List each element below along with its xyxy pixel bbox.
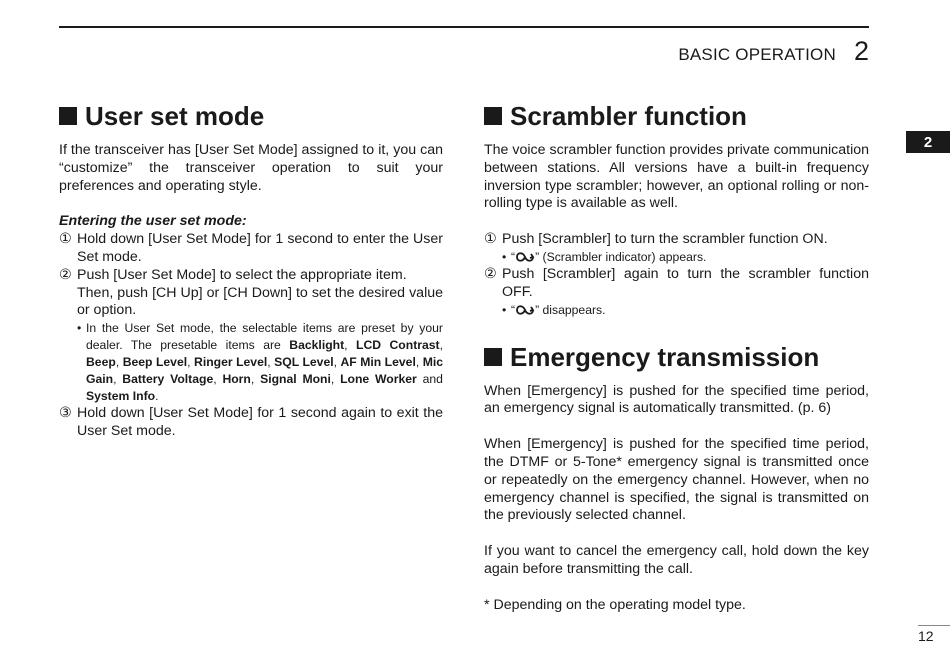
step-2 — [59, 267, 443, 285]
item-beep-level: Beep Level — [122, 355, 188, 370]
step-text: Push [Scrambler] to turn the scrambler function ON. — [502, 231, 828, 248]
period: . — [155, 389, 159, 404]
separator: , — [213, 372, 223, 387]
scrambler-note-2-label: ” disappears. — [535, 302, 606, 317]
and-word: and — [416, 372, 443, 387]
right-column — [484, 100, 869, 615]
emergency-footnote: * Depending on the operating model type. — [484, 596, 746, 613]
chapter-tab: 2 — [906, 131, 950, 153]
separator: , — [187, 355, 195, 370]
section-number: 2 — [853, 36, 869, 66]
step-text: Push [User Set Mode] to select the appropriate item. — [77, 266, 407, 283]
item-lone-worker: Lone Worker — [340, 372, 417, 387]
bullet: • — [502, 249, 507, 264]
separator: , — [333, 355, 341, 370]
user-set-mode-intro: If the transceiver has [User Set Mode] assigned to it, you can “customize” the transceiver operation to suit your preferences and operating style. — [59, 142, 443, 194]
item-ringer-level: Ringer Level — [194, 355, 268, 370]
emergency-paragraph-1: When [Emergency] is pushed for the specified time period, an emergency signal is automatically transmitted. (p. 6) — [484, 382, 869, 417]
quote-open: “ — [511, 249, 516, 264]
scrambler-intro: The voice scrambler function provides private communication between stations. All versions have a built-in frequency inversion type scrambler; however, an optional rolling or non-rolling type is available as well. — [484, 142, 869, 212]
scrambler-title: Scrambler function — [510, 101, 747, 131]
item-system-info: System Info — [86, 389, 156, 404]
step-1 — [59, 231, 443, 267]
separator: , — [250, 372, 261, 387]
item-horn: Horn — [222, 372, 251, 387]
page-number: 12 — [918, 628, 934, 644]
separator: , — [267, 355, 275, 370]
heading-square-icon — [59, 107, 77, 125]
user-set-mode-subheading: Entering the user set mode: — [59, 213, 247, 230]
scrambler-heading — [484, 100, 869, 132]
emergency-heading — [484, 341, 869, 373]
step-text: Push [Scrambler] again to turn the scrambler function OFF. — [502, 265, 869, 300]
scrambler-note-1-text — [511, 249, 869, 266]
page-header — [678, 36, 869, 67]
heading-square-icon — [484, 107, 502, 125]
left-column — [59, 100, 443, 441]
separator: , — [113, 372, 123, 387]
heading-square-icon — [484, 348, 502, 366]
scrambler-note-1-label: ” (Scrambler indicator) appears. — [535, 249, 707, 264]
separator: , — [344, 338, 356, 353]
user-set-mode-heading — [59, 100, 443, 132]
emergency-paragraph-3: If you want to cancel the emergency call, hold down the key again before transmitting the call. — [484, 543, 869, 577]
scrambler-indicator-icon — [515, 304, 535, 316]
step-number: ① — [484, 231, 497, 248]
step-text: Hold down [User Set Mode] for 1 second to enter the User Set mode. — [77, 231, 443, 265]
separator: , — [330, 372, 341, 387]
scrambler-note-1 — [484, 249, 869, 266]
step-2-continuation: Then, push [CH Up] or [CH Down] to set the desired value or option. — [77, 284, 443, 319]
quote-open: “ — [511, 302, 516, 317]
item-beep: Beep — [86, 355, 116, 370]
scrambler-step-2 — [484, 266, 869, 302]
item-sql-level: SQL Level — [274, 355, 334, 370]
item-af-min-level: AF Min Level — [340, 355, 416, 370]
user-set-note — [59, 320, 443, 405]
emergency-title: Emergency transmission — [510, 341, 820, 372]
scrambler-step-1 — [484, 231, 869, 249]
bullet: • — [77, 321, 82, 336]
separator: , — [415, 355, 423, 370]
separator: , — [439, 338, 443, 353]
note-prefix: In the User Set mode, the selectable items are preset by your dealer. The presetable items are — [86, 321, 443, 353]
page-number-rule — [918, 625, 950, 626]
scrambler-note-2-text — [511, 302, 869, 319]
item-mic-gain: Mic Gain — [86, 355, 444, 387]
item-battery-voltage: Battery Voltage — [122, 372, 214, 387]
header-rule — [59, 26, 869, 28]
bullet: • — [502, 302, 507, 317]
step-number: ② — [484, 265, 497, 282]
user-set-mode-title: User set mode — [85, 101, 265, 131]
scrambler-indicator-icon — [515, 251, 535, 263]
step-3 — [59, 405, 443, 441]
emergency-paragraph-2: When [Emergency] is pushed for the specified time period, the DTMF or 5-Tone* emergency signal is transmitted once or repeatedly on the emergency channel. However, when no emergency channel is specified, the signal is transmitted on the previously selected channel. — [484, 436, 869, 524]
separator: , — [115, 355, 123, 370]
item-signal-moni: Signal Moni — [260, 372, 331, 387]
user-set-note-text — [86, 320, 443, 405]
item-backlight: Backlight — [289, 338, 345, 353]
step-text: Hold down [User Set Mode] for 1 second again to exit the User Set mode. — [77, 405, 443, 439]
item-lcd-contrast: LCD Contrast — [356, 338, 440, 353]
step-number: ② — [59, 266, 72, 283]
step-number: ① — [59, 231, 72, 248]
step-number: ③ — [59, 405, 72, 422]
section-title: BASIC OPERATION — [678, 45, 836, 64]
scrambler-note-2 — [484, 302, 869, 319]
